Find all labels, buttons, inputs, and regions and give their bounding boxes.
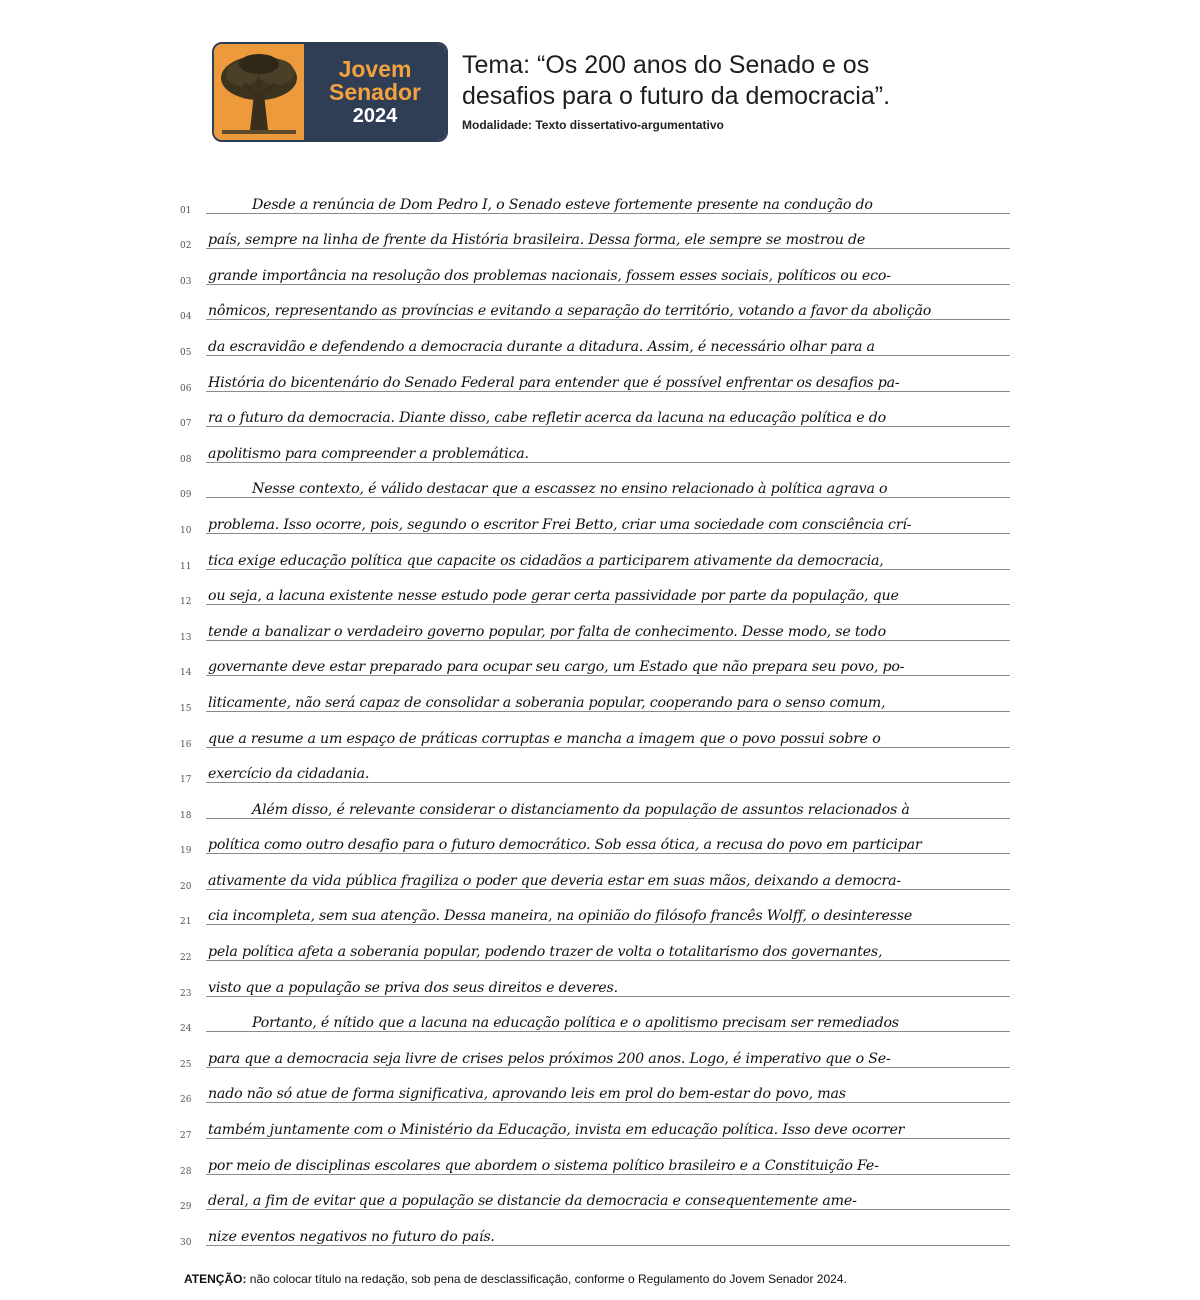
handwritten-text: nômicos, representando as províncias e evitando a separação do território, votando a favor da abolição (208, 303, 932, 320)
line-number: 02 (180, 241, 192, 252)
essay-lines (180, 182, 1010, 1250)
ruled-line (206, 533, 1010, 534)
line-number: 25 (180, 1059, 192, 1070)
essay-line (180, 324, 1010, 360)
handwritten-text: Desde a renúncia de Dom Pedro I, o Senado esteve fortemente presente na condução do (252, 196, 873, 213)
essay-line (180, 1107, 1010, 1143)
essay-line (180, 1001, 1010, 1037)
essay-line (180, 929, 1010, 965)
ruled-line (206, 391, 1010, 392)
line-number: 09 (180, 490, 192, 501)
line-number: 17 (180, 775, 192, 786)
handwritten-text: apolitismo para compreender a problemática. (208, 445, 529, 462)
essay-line (180, 965, 1010, 1001)
essay-line (180, 360, 1010, 396)
ruled-line (206, 924, 1010, 925)
logo-title-line2: Senador (328, 79, 422, 105)
handwritten-text: grande importância na resolução dos problemas nacionais, fossem esses sociais, políticos ou eco- (208, 267, 891, 284)
essay-line (180, 858, 1010, 894)
ruled-line (206, 711, 1010, 712)
line-number: 14 (180, 668, 192, 679)
handwritten-text: que a resume a um espaço de práticas corruptas e mancha a imagem que o povo possui sobre o (208, 730, 881, 747)
ruled-line (206, 853, 1010, 854)
essay-line (180, 752, 1010, 788)
essay-line (180, 218, 1010, 254)
handwritten-text: deral, a fim de evitar que a população se distancie da democracia e consequentemente ame- (208, 1193, 857, 1210)
line-number: 27 (180, 1131, 192, 1142)
handwritten-text: da escravidão e defendendo a democracia durante a ditadura. Assim, é necessário olhar para a (208, 338, 875, 355)
line-number: 20 (180, 881, 192, 892)
handwritten-text: visto que a população se priva dos seus direitos e deveres. (208, 979, 618, 996)
line-number: 01 (180, 205, 192, 216)
handwritten-text: ra o futuro da democracia. Diante disso, cabe refletir acerca da lacuna na educação política e do (208, 410, 886, 427)
essay-line (180, 431, 1010, 467)
essay-line (180, 1179, 1010, 1215)
handwritten-text: pela política afeta a soberania popular, podendo trazer de volta o totalitarismo dos governantes, (208, 944, 883, 961)
footer-text: não colocar título na redação, sob pena de desclassificação, conforme o Regulamento do Jovem Senador 2024. (246, 1272, 847, 1286)
ruled-line (206, 889, 1010, 890)
handwritten-text: tende a banalizar o verdadeiro governo popular, por falta de conhecimento. Desse modo, se todo (208, 623, 886, 640)
line-number: 08 (180, 454, 192, 465)
handwritten-text: Portanto, é nítido que a lacuna na educação política e o apolitismo precisam ser remediados (252, 1015, 899, 1032)
ruled-line (206, 497, 1010, 498)
line-number: 03 (180, 276, 192, 287)
ruled-line (206, 462, 1010, 463)
handwritten-text: nize eventos negativos no futuro do país. (208, 1228, 495, 1245)
ruled-line (206, 960, 1010, 961)
ruled-line (206, 1138, 1010, 1139)
handwritten-text: por meio de disciplinas escolares que abordem o sistema político brasileiro e a Constituição Fe- (208, 1157, 879, 1174)
handwritten-text: país, sempre na linha de frente da História brasileira. Dessa forma, ele sempre se mostrou de (208, 232, 866, 249)
line-number: 24 (180, 1024, 192, 1035)
ruled-line (206, 1102, 1010, 1103)
handwritten-text: governante deve estar preparado para ocupar seu cargo, um Estado que não prepara seu povo, po- (208, 659, 905, 676)
essay-line (180, 1214, 1010, 1250)
line-number: 13 (180, 632, 192, 643)
line-number: 23 (180, 988, 192, 999)
footer-notice (184, 1272, 847, 1286)
logo-year: 2024 (352, 105, 398, 127)
logo-text-panel (304, 44, 446, 140)
logo-title-line1: Jovem (338, 56, 412, 82)
handwritten-text: ativamente da vida pública fragiliza o poder que deveria estar em suas mãos, deixando a democra- (208, 872, 901, 889)
line-number: 10 (180, 525, 192, 536)
ruled-line (206, 640, 1010, 641)
essay-line (180, 645, 1010, 681)
essay-theme (462, 50, 1002, 112)
essay-line (180, 289, 1010, 325)
line-number: 29 (180, 1202, 192, 1213)
ruled-line (206, 213, 1010, 214)
ruled-line (206, 1174, 1010, 1175)
handwritten-text: História do bicentenário do Senado Federal para entender que é possível enfrentar os desafios pa- (208, 374, 900, 391)
line-number: 19 (180, 846, 192, 857)
ruled-line (206, 1031, 1010, 1032)
ruled-line (206, 818, 1010, 819)
line-number: 30 (180, 1237, 192, 1248)
essay-line (180, 680, 1010, 716)
jovem-senador-logo (212, 42, 448, 142)
essay-line (180, 396, 1010, 432)
ruled-line (206, 782, 1010, 783)
ruled-line (206, 747, 1010, 748)
handwritten-text: também juntamente com o Ministério da Educação, invista em educação política. Isso deve ocorrer (208, 1122, 905, 1139)
ruled-line (206, 248, 1010, 249)
line-number: 05 (180, 347, 192, 358)
line-number: 16 (180, 739, 192, 750)
line-number: 15 (180, 703, 192, 714)
line-number: 26 (180, 1095, 192, 1106)
essay-line (180, 502, 1010, 538)
handwritten-text: Além disso, é relevante considerar o distanciamento da população de assuntos relacionados à (252, 801, 910, 818)
ruled-line (206, 1067, 1010, 1068)
line-number: 12 (180, 597, 192, 608)
handwritten-text: ou seja, a lacuna existente nesse estudo pode gerar certa passividade por parte da população, que (208, 588, 899, 605)
line-number: 04 (180, 312, 192, 323)
essay-modality: Modalidade: Texto dissertativo-argumentativo (462, 118, 724, 132)
theme-line-1: Tema: “Os 200 anos do Senado e os (462, 51, 870, 79)
ruled-line (206, 604, 1010, 605)
essay-line (180, 609, 1010, 645)
ruled-line (206, 1245, 1010, 1246)
essay-line (180, 538, 1010, 574)
essay-line (180, 574, 1010, 610)
ruled-line (206, 569, 1010, 570)
footer-label: ATENÇÃO: (184, 1272, 247, 1286)
essay-line (180, 716, 1010, 752)
ruled-line (206, 355, 1010, 356)
logo-image-panel (214, 44, 304, 140)
line-number: 28 (180, 1166, 192, 1177)
line-number: 18 (180, 810, 192, 821)
essay-line (180, 1036, 1010, 1072)
essay-line (180, 894, 1010, 930)
ruled-line (206, 426, 1010, 427)
essay-line (180, 1072, 1010, 1108)
essay-line (180, 787, 1010, 823)
line-number: 11 (180, 561, 192, 572)
ruled-line (206, 996, 1010, 997)
essay-line (180, 253, 1010, 289)
ruled-line (206, 284, 1010, 285)
handwritten-text: nado não só atue de forma significativa, aprovando leis em prol do bem-estar do povo, mas (208, 1086, 846, 1103)
handwritten-text: exercício da cidadania. (208, 766, 370, 783)
line-number: 06 (180, 383, 192, 394)
tree-icon (214, 44, 304, 140)
handwritten-text: para que a democracia seja livre de crises pelos próximos 200 anos. Logo, é imperativo que o Se- (208, 1050, 891, 1067)
handwritten-text: Nesse contexto, é válido destacar que a escassez no ensino relacionado à política agrava o (252, 481, 888, 498)
ruled-line (206, 1209, 1010, 1210)
line-number: 07 (180, 419, 192, 430)
ruled-line (206, 675, 1010, 676)
handwritten-text: tica exige educação política que capacite os cidadãos a participarem ativamente da democracia, (208, 552, 884, 569)
ruled-line (206, 319, 1010, 320)
handwritten-text: problema. Isso ocorre, pois, segundo o escritor Frei Betto, criar uma sociedade com consciência crí- (208, 516, 912, 533)
essay-line (180, 1143, 1010, 1179)
essay-line (180, 823, 1010, 859)
essay-line (180, 182, 1010, 218)
handwritten-text: política como outro desafio para o futuro democrático. Sob essa ótica, a recusa do povo em participar (208, 837, 922, 854)
line-number: 22 (180, 953, 192, 964)
theme-line-2: desafios para o futuro da democracia”. (462, 82, 891, 110)
line-number: 21 (180, 917, 192, 928)
handwritten-text: liticamente, não será capaz de consolidar a soberania popular, cooperando para o senso comum, (208, 694, 886, 711)
handwritten-text: cia incompleta, sem sua atenção. Dessa maneira, na opinião do filósofo francês Wolff, o desinteresse (208, 908, 913, 925)
essay-line (180, 467, 1010, 503)
